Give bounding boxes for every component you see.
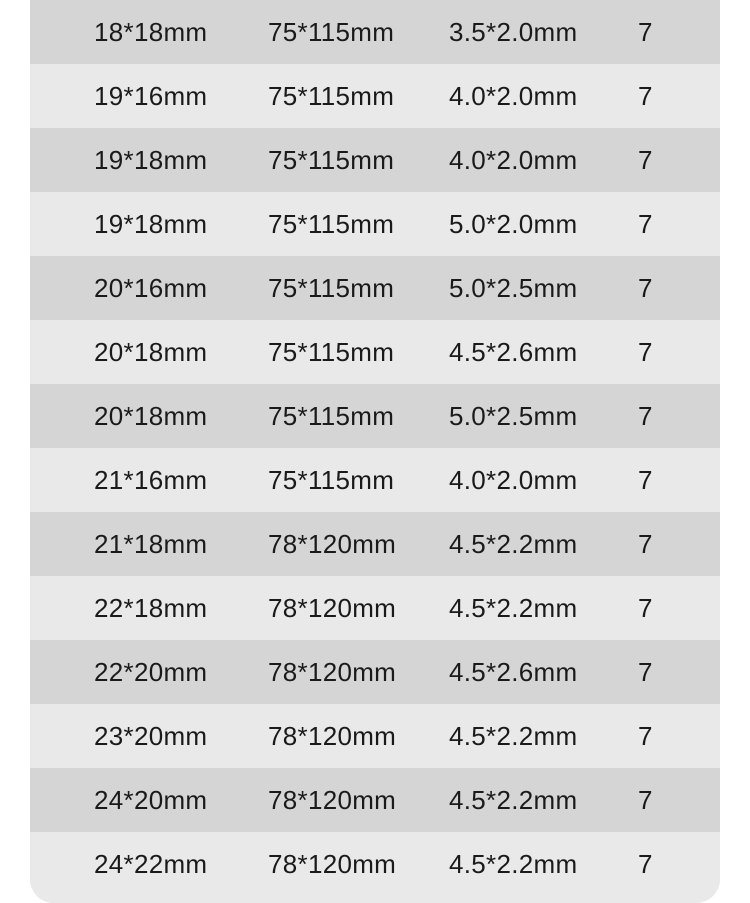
table-cell: 78*120mm xyxy=(268,849,397,879)
table-cell: 7 xyxy=(638,17,653,47)
table-cell: 7 xyxy=(638,337,653,367)
table-cell: 23*20mm xyxy=(94,721,208,751)
table-cell: 5.0*2.5mm xyxy=(449,401,578,431)
table-cell: 75*115mm xyxy=(268,209,395,239)
table-row xyxy=(30,320,720,384)
table-cell: 5.0*2.0mm xyxy=(449,209,578,239)
table-cell: 21*16mm xyxy=(94,465,208,495)
table-row xyxy=(30,448,720,512)
table-cell: 78*120mm xyxy=(268,529,397,559)
table-cell: 75*115mm xyxy=(268,465,395,495)
table-cell: 3.5*2.0mm xyxy=(449,17,578,47)
table-row xyxy=(30,384,720,448)
table-cell: 4.5*2.2mm xyxy=(449,721,578,751)
table-cell: 4.5*2.2mm xyxy=(449,785,578,815)
table-cell: 78*120mm xyxy=(268,657,397,687)
table-row xyxy=(30,512,720,576)
table-cell: 4.5*2.2mm xyxy=(449,849,578,879)
table-cell: 7 xyxy=(638,273,653,303)
table-cell: 75*115mm xyxy=(268,401,395,431)
table-cell: 19*18mm xyxy=(94,209,208,239)
table-cell: 7 xyxy=(638,81,653,111)
table-cell: 20*16mm xyxy=(94,273,208,303)
table-cell: 75*115mm xyxy=(268,145,395,175)
table-cell: 19*18mm xyxy=(94,145,208,175)
table-cell: 4.5*2.6mm xyxy=(449,657,578,687)
table-row xyxy=(30,704,720,768)
table-row xyxy=(30,0,720,64)
table-cell: 20*18mm xyxy=(94,337,208,367)
table-cell: 24*22mm xyxy=(94,849,208,879)
table-row xyxy=(30,576,720,640)
table-cell: 7 xyxy=(638,145,653,175)
table-cell: 7 xyxy=(638,721,653,751)
table-cell: 75*115mm xyxy=(268,273,395,303)
table-cell: 7 xyxy=(638,593,653,623)
table-cell: 4.5*2.6mm xyxy=(449,337,578,367)
table-cell: 78*120mm xyxy=(268,785,397,815)
table-cell: 20*18mm xyxy=(94,401,208,431)
spec-table xyxy=(30,0,720,903)
table-cell: 18*18mm xyxy=(94,17,208,47)
table-cell: 4.5*2.2mm xyxy=(449,593,578,623)
table-cell: 7 xyxy=(638,657,653,687)
table-cell: 75*115mm xyxy=(268,337,395,367)
table-cell: 78*120mm xyxy=(268,721,397,751)
table-cell: 4.5*2.2mm xyxy=(449,529,578,559)
table-cell: 4.0*2.0mm xyxy=(449,465,578,495)
table-cell: 7 xyxy=(638,529,653,559)
table-cell: 22*18mm xyxy=(94,593,208,623)
table-cell: 4.0*2.0mm xyxy=(449,145,578,175)
table-cell: 21*18mm xyxy=(94,529,208,559)
table-cell: 4.0*2.0mm xyxy=(449,81,578,111)
table-cell: 7 xyxy=(638,785,653,815)
table-row xyxy=(30,832,720,903)
table-cell: 7 xyxy=(638,401,653,431)
table-cell: 19*16mm xyxy=(94,81,208,111)
table-row xyxy=(30,768,720,832)
table-cell: 22*20mm xyxy=(94,657,208,687)
table-row xyxy=(30,192,720,256)
table-cell: 24*20mm xyxy=(94,785,208,815)
table-row xyxy=(30,640,720,704)
table-cell: 7 xyxy=(638,465,653,495)
table-cell: 75*115mm xyxy=(268,81,395,111)
table-row xyxy=(30,256,720,320)
table-row xyxy=(30,64,720,128)
table-cell: 7 xyxy=(638,209,653,239)
table-cell: 78*120mm xyxy=(268,593,397,623)
table-cell: 75*115mm xyxy=(268,17,395,47)
table-cell: 7 xyxy=(638,849,653,879)
table-row xyxy=(30,128,720,192)
table-cell: 5.0*2.5mm xyxy=(449,273,578,303)
